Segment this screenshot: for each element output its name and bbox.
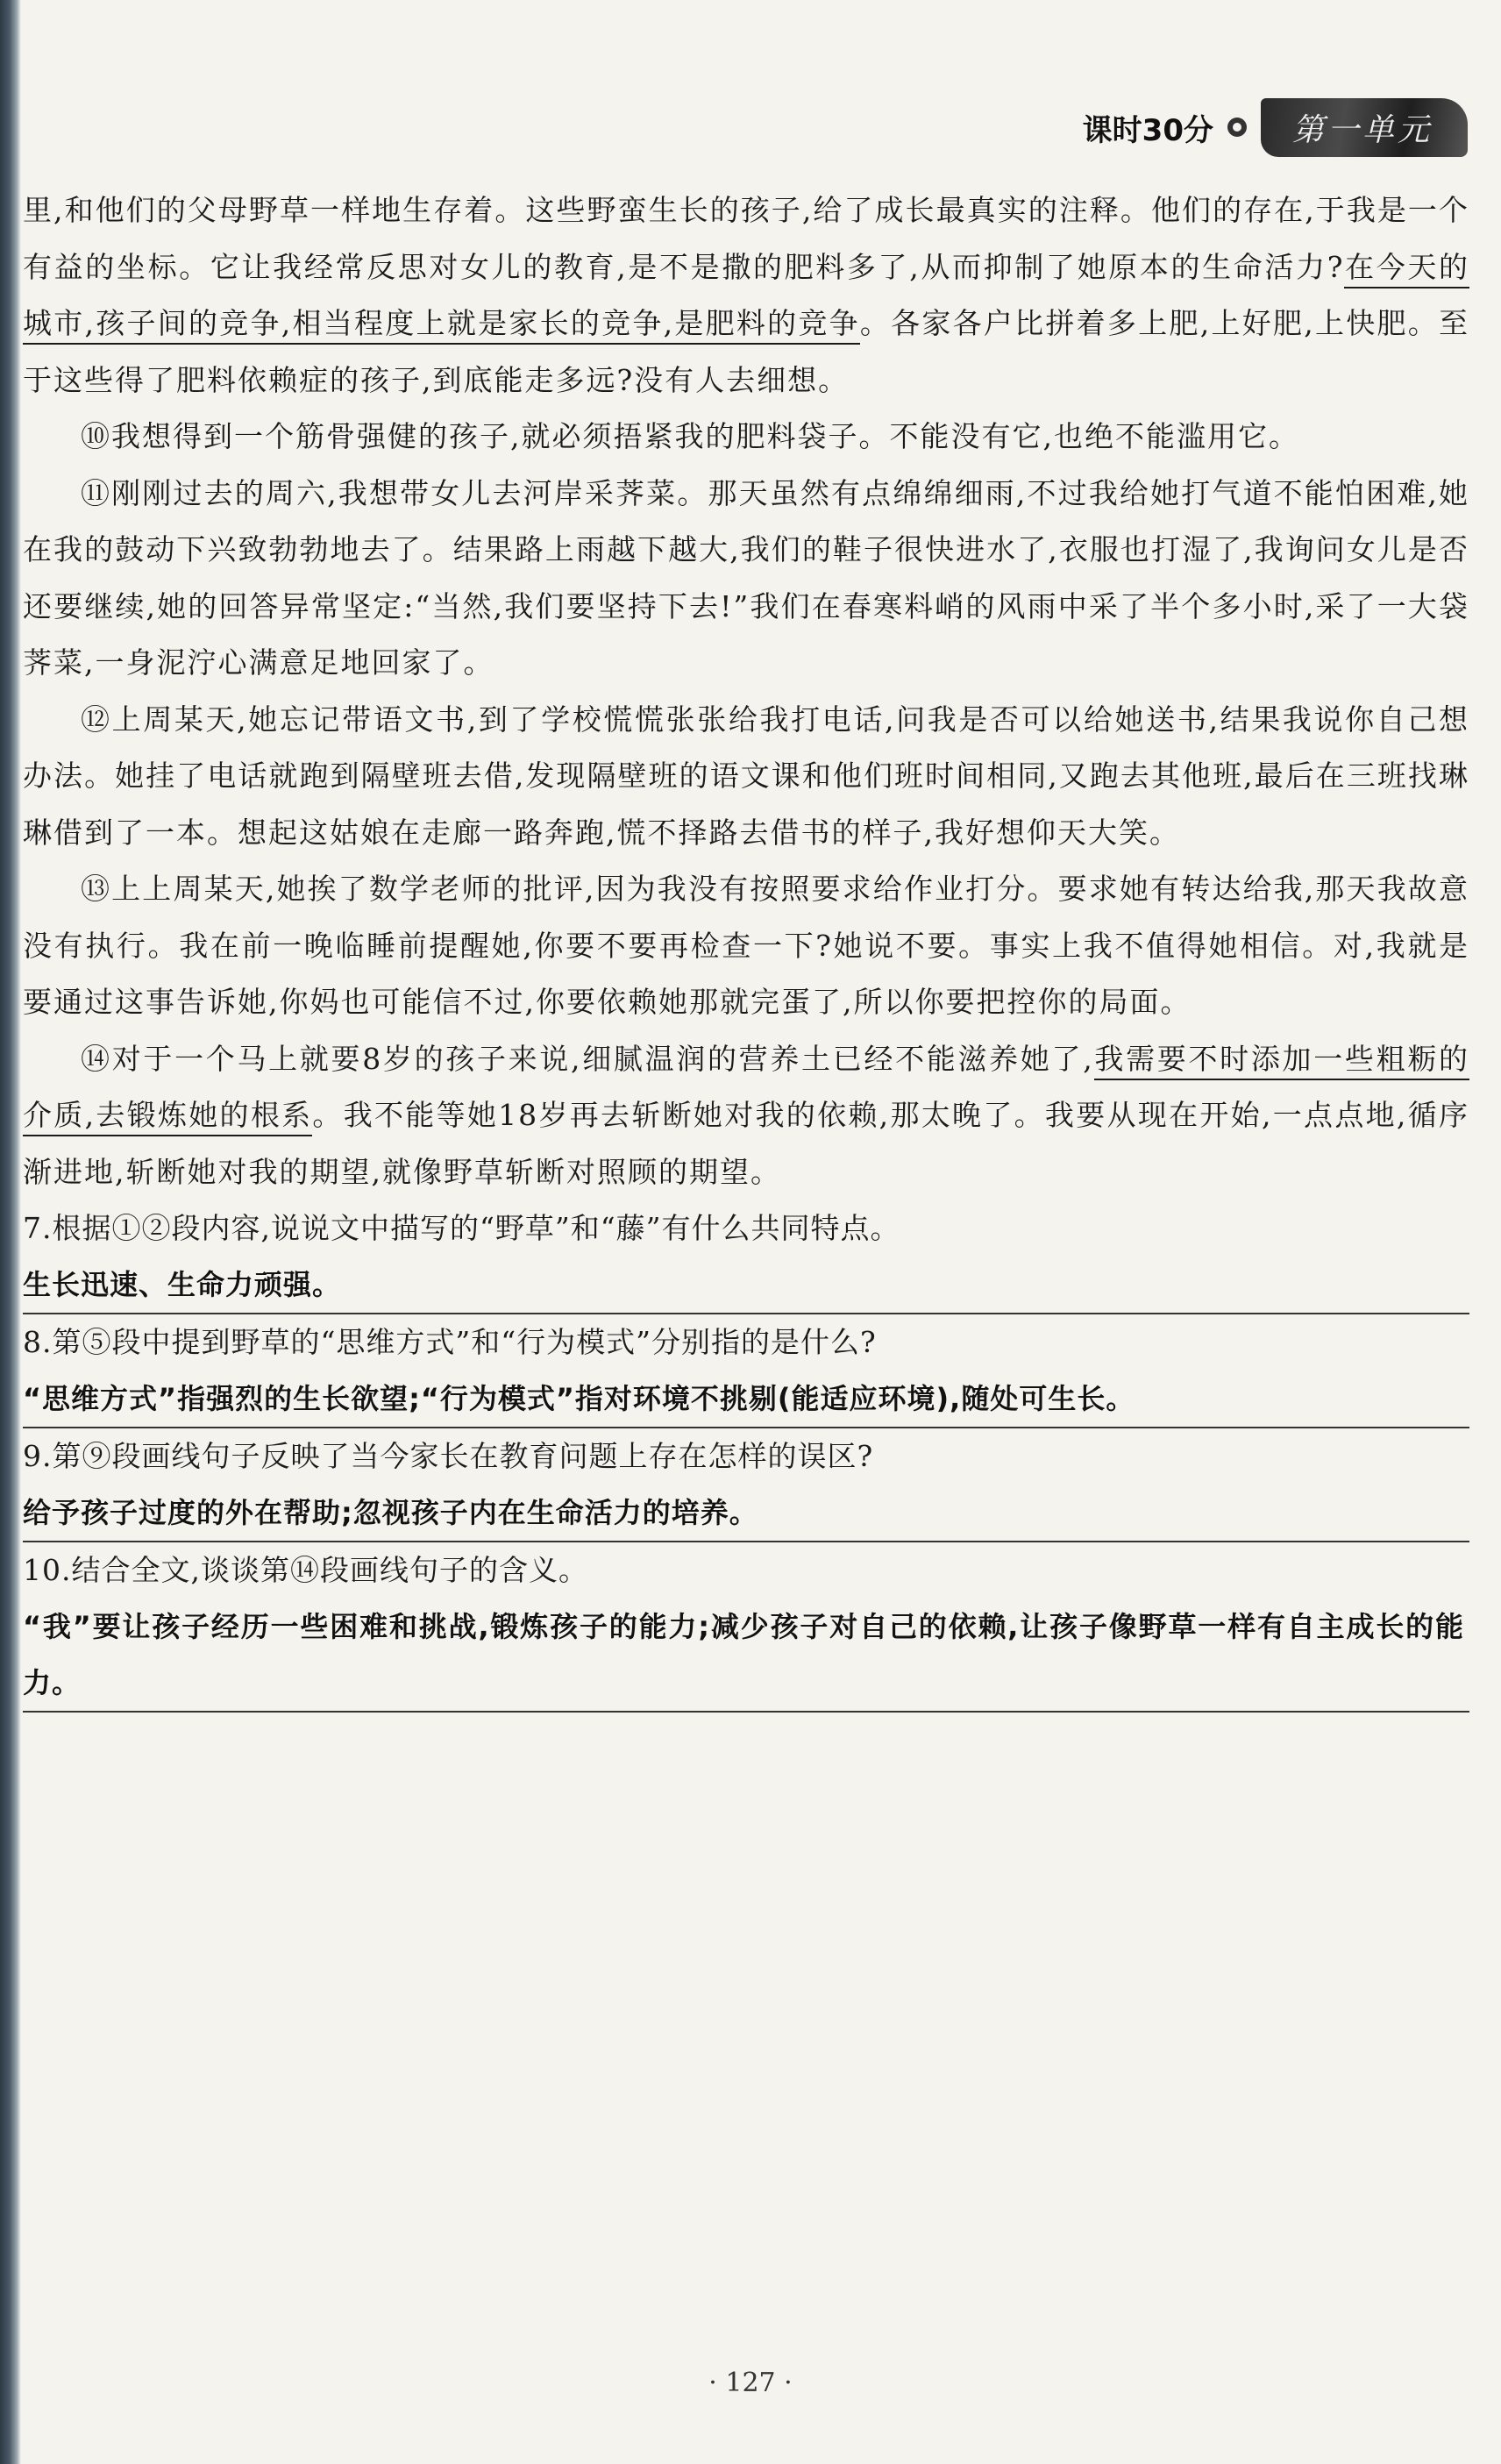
question-9: 9.第⑨段画线句子反映了当今家长在教育问题上存在怎样的误区? [23, 1439, 874, 1473]
underlined-sentence-14: 我需要不时添加一些粗粝的介质,去锻炼她的根系 [23, 1042, 1469, 1137]
answer-9 [23, 1485, 1469, 1542]
question-8: 8.第⑤段中提到野草的“思维方式”和“行为模式”分别指的是什么? [23, 1325, 877, 1359]
answer-8 [23, 1371, 1469, 1428]
header-dot-icon [1227, 118, 1247, 137]
paragraph-9 [23, 182, 1469, 409]
paragraph-13: ⑬上上周某天,她挨了数学老师的批评,因为我没有按照要求给作业打分。要求她有转达给我,那天我故意没有执行。我在前一晚临睡前提醒她,你要不要再检查一下?她说不要。事实上我不值得她相信。对,我就是要通过这事告诉她,你妈也可能信不过,你要依赖她那就完蛋了,所以你要把控你的局面。 [23, 872, 1469, 1019]
question-block [23, 1200, 1469, 1713]
answer-7-text: 生长迅速、生命力顽强。 [23, 1257, 1469, 1314]
page-number: · 127 · [708, 2368, 793, 2398]
answer-10 [23, 1599, 1469, 1713]
paragraph-14-end: 。我不能等她18岁再去斩断她对我的依赖,那太晚了。我要从现在开始,一点点地,循序渐进地,斩断她对我的期望,就像野草斩断对照顾的期望。 [23, 1098, 1469, 1189]
book-binding-shadow [0, 0, 21, 2464]
header-label: 课时30分 [1082, 112, 1213, 148]
question-7: 7.根据①②段内容,说说文中描写的“野草”和“藤”有什么共同特点。 [23, 1211, 900, 1245]
question-10: 10.结合全文,谈谈第⑭段画线句子的含义。 [23, 1553, 588, 1587]
paragraph-11: ⑪刚刚过去的周六,我想带女儿去河岸采荠菜。那天虽然有点绵绵细雨,不过我给她打气道不能怕困难,她在我的鼓动下兴致勃勃地去了。结果路上雨越下越大,我们的鞋子很快进水了,衣服也打湿了,我询问女儿是否还要继续,她的回答异常坚定:“当然,我们要坚持下去!”我们在春寒料峭的风雨中采了半个多小时,采了一大袋荠菜,一身泥泞心满意足地回家了。 [23, 475, 1469, 680]
answer-9-text: 给予孩子过度的外在帮助;忽视孩子内在生命活力的培养。 [23, 1485, 1469, 1542]
article-body [23, 182, 1469, 1713]
unit-banner: 第一单元 [1261, 98, 1468, 157]
underlined-sentence-9: 在今天的城市,孩子间的竞争,相当程度上就是家长的竞争,是肥料的竞争 [23, 250, 1469, 345]
answer-8-text: “思维方式”指强烈的生长欲望;“行为模式”指对环境不挑剔(能适应环境),随处可生长。 [23, 1371, 1469, 1428]
paragraph-10: ⑩我想得到一个筋骨强健的孩子,就必须捂紧我的肥料袋子。不能没有它,也绝不能滥用它。 [81, 419, 1299, 453]
paragraph-14 [23, 1031, 1469, 1201]
answer-10-text: “我”要让孩子经历一些困难和挑战,锻炼孩子的能力;减少孩子对自己的依赖,让孩子像野草一样有自主成长的能力。 [23, 1599, 1469, 1713]
paragraph-9-text: 里,和他们的父母野草一样地生存着。这些野蛮生长的孩子,给了成长最真实的注释。他们的存在,于我是一个有益的坐标。它让我经常反思对女儿的教育,是不是撒的肥料多了,从而抑制了她原本的生命活力? [23, 193, 1469, 284]
page-header [1083, 98, 1468, 156]
paragraph-14-text: ⑭对于一个马上就要8岁的孩子来说,细腻温润的营养土已经不能滋养她了, [81, 1041, 1094, 1076]
paragraph-9-end: 。各家各户比拼着多上肥,上好肥,上快肥。至于这些得了肥料依赖症的孩子,到底能走多远?没有人去细想。 [23, 306, 1469, 397]
answer-7 [23, 1257, 1469, 1314]
paragraph-12: ⑫上周某天,她忘记带语文书,到了学校慌慌张张给我打电话,问我是否可以给她送书,结果我说你自己想办法。她挂了电话就跑到隔壁班去借,发现隔壁班的语文课和他们班时间相同,又跑去其他班,最后在三班找琳琳借到了一本。想起这姑娘在走廊一路奔跑,慌不择路去借书的样子,我好想仰天大笑。 [23, 701, 1469, 850]
